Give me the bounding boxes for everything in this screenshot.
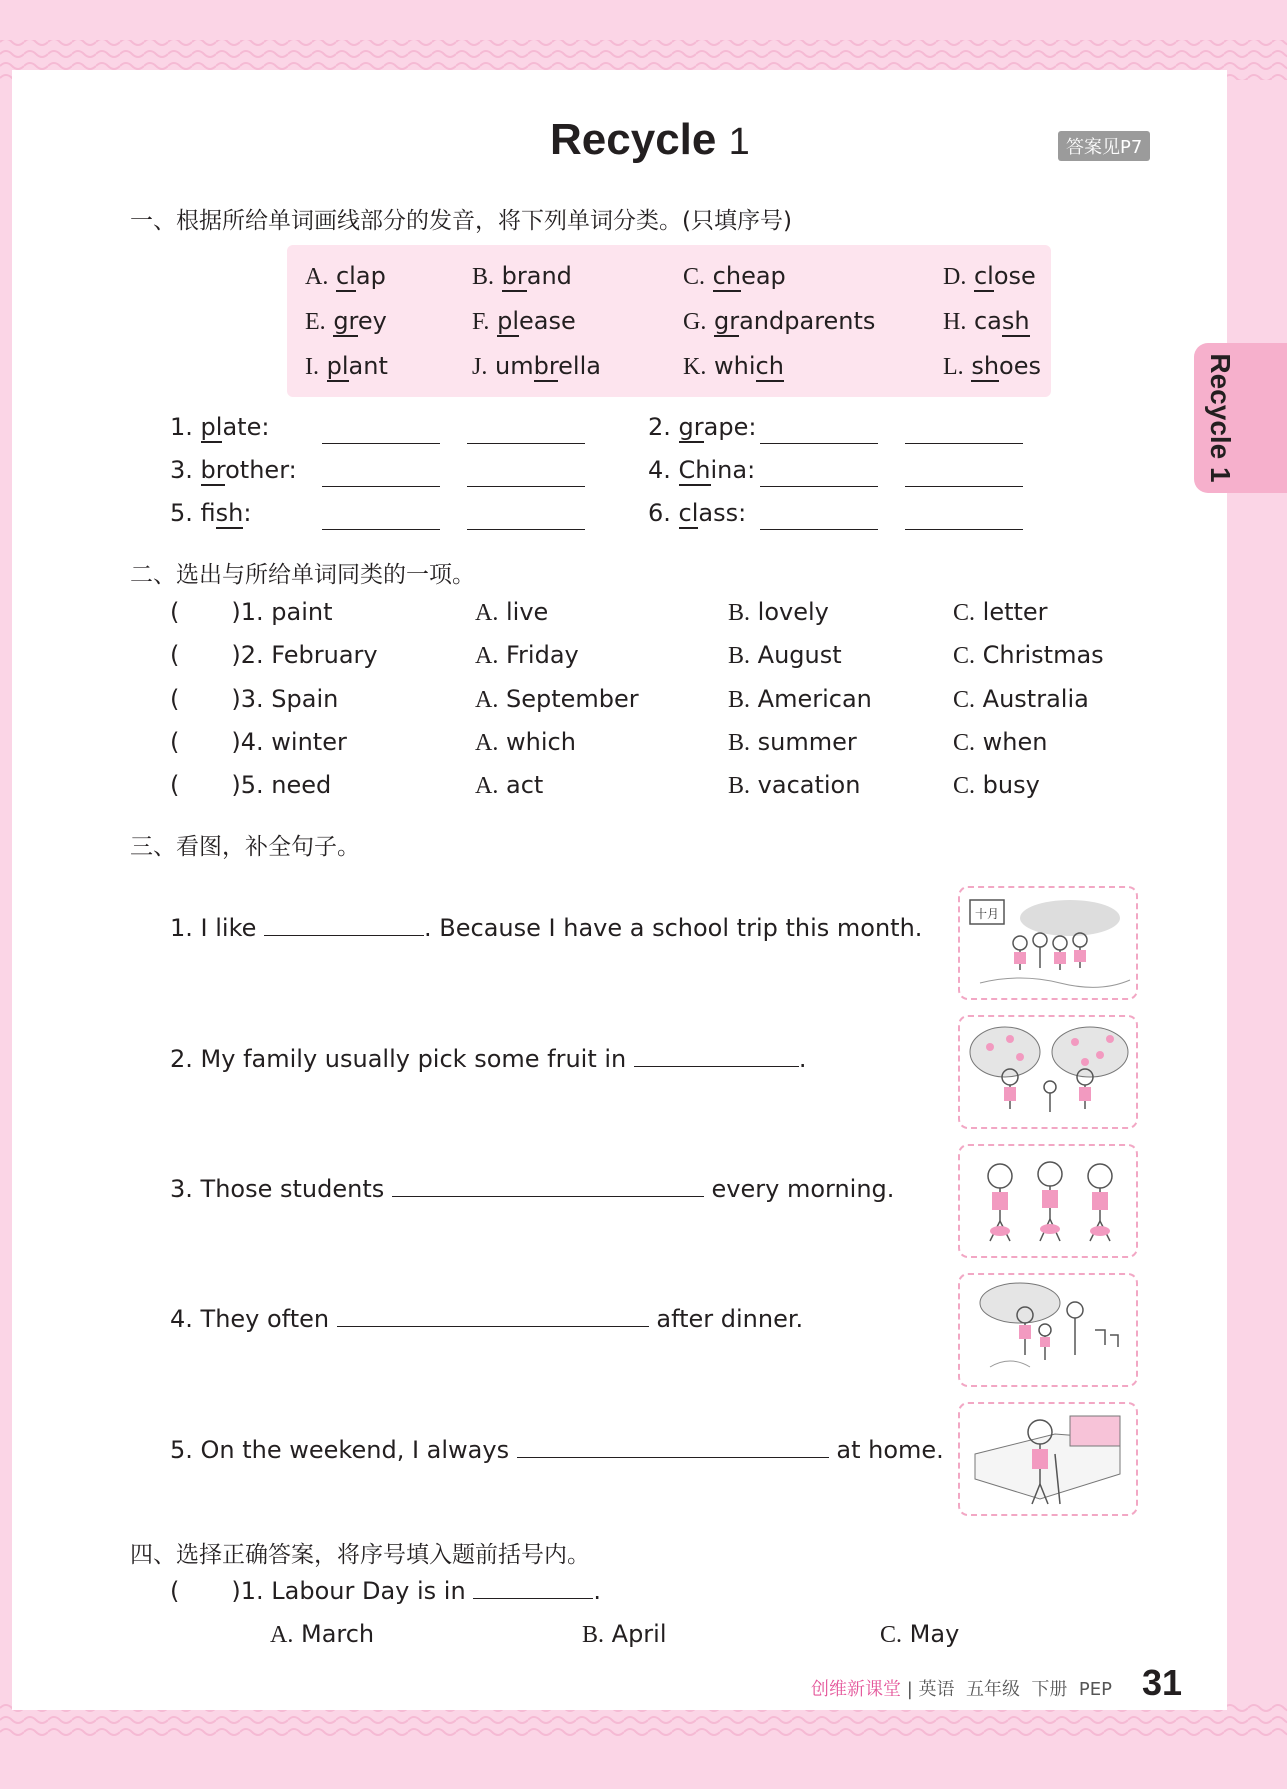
word-option [943, 307, 1030, 336]
option-letter: A. [475, 643, 499, 669]
word-underlined: br [501, 262, 527, 290]
answer-blank[interactable] [264, 935, 424, 936]
question-underlined: sh [215, 499, 244, 527]
picture-school-trip [958, 886, 1138, 1000]
option-text: American [757, 685, 872, 713]
picture-students-exercising [958, 1144, 1138, 1258]
option-a [475, 641, 579, 670]
word-underlined: pl [497, 307, 519, 335]
classify-question [648, 499, 746, 527]
option-letter: C. [953, 643, 976, 669]
option-text: vacation [757, 771, 861, 799]
word-post: oes [999, 352, 1041, 380]
word-underlined: gr [333, 307, 358, 335]
word-letter: A. [305, 264, 329, 290]
word-post: ant [348, 352, 388, 380]
option-letter: C. [880, 1622, 903, 1648]
option-text: March [300, 1620, 375, 1648]
word-option [472, 352, 601, 381]
question-underlined: pl [200, 413, 223, 441]
section2-heading: 二、选出与所给单词同类的一项。 [130, 562, 475, 588]
sentence-start: 3. Those students [170, 1175, 385, 1203]
fill-sentence [170, 1305, 803, 1333]
answer-blank[interactable] [392, 1196, 704, 1197]
answer-paren-close: ) [231, 728, 241, 756]
option-a [475, 598, 548, 627]
classify-question [170, 456, 297, 484]
question-pre: fi [200, 499, 216, 527]
option-letter: A. [475, 730, 499, 756]
option-c [953, 641, 1104, 670]
word-underlined: br [533, 352, 559, 380]
word-letter: D. [943, 264, 967, 290]
word-underlined: pl [326, 352, 349, 380]
sentence-end: . [798, 1045, 807, 1073]
option-text: April [611, 1620, 667, 1648]
answer-paren-open: ( [170, 641, 180, 669]
word-choice-box [287, 245, 1051, 397]
word-post: ease [518, 307, 576, 335]
word-underlined: cl [973, 262, 994, 290]
answer-blank[interactable] [467, 486, 585, 487]
option-text: May [909, 1620, 960, 1648]
answer-paren-close: ) [231, 598, 241, 626]
question-word: 3. Spain [240, 685, 339, 713]
question-number: 2. [648, 413, 671, 441]
section1-heading: 一、根据所给单词画线部分的发音，将下列单词分类。(只填序号) [130, 208, 792, 234]
classify-question [170, 499, 251, 527]
q1-text: 1. Labour Day is in [240, 1577, 466, 1605]
answer-blank[interactable] [322, 443, 440, 444]
question-underlined: Ch [678, 456, 711, 484]
choice-question [170, 641, 378, 669]
option-letter: B. [728, 643, 751, 669]
answer-paren-open: ( [170, 1577, 180, 1605]
answer-blank[interactable] [905, 529, 1023, 530]
question-post: ina: [710, 456, 756, 484]
answer-paren-close: ) [231, 685, 241, 713]
question-post: ape: [703, 413, 757, 441]
option-b [728, 728, 857, 757]
word-post: ap [355, 262, 386, 290]
option-letter: B. [728, 730, 751, 756]
option-letter: A. [475, 773, 499, 799]
answer-blank[interactable] [517, 1457, 829, 1458]
footer-sep: | [906, 1679, 913, 1700]
answer-paren-open: ( [170, 771, 180, 799]
answer-blank[interactable] [634, 1066, 799, 1067]
word-letter: I. [305, 354, 319, 380]
option-letter: C. [953, 687, 976, 713]
sentence-start: 4. They often [170, 1305, 330, 1333]
question-number: 6. [648, 499, 671, 527]
fill-sentence [170, 914, 922, 942]
option-text: live [505, 598, 549, 626]
option-text: when [982, 728, 1048, 756]
question-number: 1. [170, 413, 193, 441]
option-text: Friday [505, 641, 579, 669]
option-letter: B. [728, 773, 751, 799]
answer-blank[interactable] [760, 486, 878, 487]
answer-paren-close: ) [231, 641, 241, 669]
answer-blank[interactable] [760, 529, 878, 530]
answer-blank[interactable] [467, 443, 585, 444]
option-text: August [757, 641, 842, 669]
choice-question [170, 598, 333, 626]
option-letter: A. [475, 687, 499, 713]
option-text: Australia [982, 685, 1089, 713]
question-post: : [243, 499, 252, 527]
word-letter: L. [943, 354, 964, 380]
footer-info [811, 1675, 1112, 1701]
option-letter: C. [953, 600, 976, 626]
word-pre: whi [713, 352, 756, 380]
sentence-start: 2. My family usually pick some fruit in [170, 1045, 627, 1073]
word-post: andparents [739, 307, 876, 335]
sentence-end: every morning. [711, 1175, 895, 1203]
option-a [475, 728, 576, 757]
section3-heading: 三、看图，补全句子。 [130, 834, 360, 860]
option-text: summer [757, 728, 857, 756]
sentence-end: at home. [836, 1436, 944, 1464]
answer-blank[interactable] [467, 529, 585, 530]
fill-sentence [170, 1436, 944, 1464]
option-letter: B. [728, 600, 751, 626]
word-letter: F. [472, 309, 490, 335]
fill-sentence [170, 1045, 807, 1073]
word-pre: um [494, 352, 534, 380]
option-letter: A. [270, 1622, 294, 1648]
word-letter: J. [472, 354, 488, 380]
option-letter: C. [953, 730, 976, 756]
question-word: 2. February [240, 641, 378, 669]
answer-paren-open: ( [170, 728, 180, 756]
answer-blank[interactable] [473, 1598, 593, 1599]
question-number: 5. [170, 499, 193, 527]
question-underlined: cl [678, 499, 699, 527]
answer-paren-close: ) [231, 1577, 241, 1605]
answer-blank[interactable] [337, 1326, 649, 1327]
word-option [683, 262, 786, 291]
classify-question [170, 413, 269, 441]
answer-blank[interactable] [760, 443, 878, 444]
page-number: 31 [1142, 1662, 1183, 1703]
option-text: lovely [757, 598, 829, 626]
side-tab-label-wrap [1194, 343, 1246, 493]
option-c [953, 685, 1089, 714]
sentence-end: . Because I have a school trip this month. [424, 914, 923, 942]
classify-question [648, 413, 756, 441]
word-option [305, 352, 388, 381]
sentence-start: 5. On the weekend, I always [170, 1436, 510, 1464]
word-option [683, 352, 784, 381]
word-option [943, 352, 1041, 381]
answer-paren-open: ( [170, 685, 180, 713]
word-option [305, 262, 386, 291]
option-text: which [505, 728, 576, 756]
word-underlined: gr [713, 307, 740, 335]
question-post: other: [225, 456, 297, 484]
word-pre: ca [973, 307, 1002, 335]
word-post: ella [558, 352, 601, 380]
picture-fruit-picking [958, 1015, 1138, 1129]
word-underlined: cl [335, 262, 356, 290]
answer-blank[interactable] [322, 529, 440, 530]
option-text: act [505, 771, 544, 799]
option-c [953, 771, 1040, 800]
option-c [953, 728, 1047, 757]
question-word: 4. winter [240, 728, 347, 756]
word-post: eap [741, 262, 786, 290]
question-underlined: gr [678, 413, 704, 441]
question-post: ass: [698, 499, 747, 527]
answer-paren-open: ( [170, 598, 180, 626]
option-letter: A. [475, 600, 499, 626]
word-option [472, 262, 572, 291]
word-underlined: sh [971, 352, 1000, 380]
sentence-end: after dinner. [656, 1305, 804, 1333]
footer-details: 英语 五年级 下册 PEP [918, 1679, 1112, 1700]
option-letter: C. [953, 773, 976, 799]
question-word: 5. need [240, 771, 332, 799]
word-underlined: ch [755, 352, 784, 380]
title-word: Recycle [550, 115, 717, 164]
word-post: ey [357, 307, 387, 335]
word-underlined: sh [1001, 307, 1030, 335]
option-b [728, 598, 829, 627]
choice-question [170, 685, 338, 713]
word-post: ose [993, 262, 1036, 290]
question-word: 1. paint [240, 598, 333, 626]
choice-question [170, 728, 347, 756]
option-letter: B. [728, 687, 751, 713]
option-a [475, 771, 543, 800]
classify-question [648, 456, 755, 484]
word-letter: H. [943, 309, 967, 335]
option-a [270, 1620, 374, 1649]
word-underlined: ch [712, 262, 742, 290]
question-number: 4. [648, 456, 671, 484]
section4-heading: 四、选择正确答案，将序号填入题前括号内。 [130, 1542, 590, 1568]
option-text: busy [982, 771, 1040, 799]
side-tab-label: Recycle 1 [1205, 353, 1236, 483]
option-text: Christmas [982, 641, 1104, 669]
section4-q1 [170, 1577, 601, 1605]
word-letter: B. [472, 264, 495, 290]
answer-blank[interactable] [905, 486, 1023, 487]
footer-brand: 创维新课堂 [811, 1679, 901, 1700]
option-text: letter [982, 598, 1048, 626]
title-number: 1 [728, 121, 750, 163]
option-c [880, 1620, 959, 1649]
picture-cleaning-room [958, 1402, 1138, 1516]
option-b [582, 1620, 667, 1649]
word-letter: K. [683, 354, 707, 380]
question-post: ate: [222, 413, 270, 441]
page-title [550, 115, 750, 165]
answer-paren-close: ) [231, 771, 241, 799]
choice-question [170, 771, 331, 799]
option-a [475, 685, 639, 714]
picture-family-walk [958, 1273, 1138, 1387]
q1-end: . [593, 1577, 601, 1605]
word-option [683, 307, 875, 336]
sentence-start: 1. I like [170, 914, 257, 942]
fill-sentence [170, 1175, 894, 1203]
calendar-label: 十月 [975, 907, 1000, 921]
option-b [728, 641, 842, 670]
option-letter: B. [582, 1622, 605, 1648]
option-b [728, 685, 872, 714]
answer-blank[interactable] [905, 443, 1023, 444]
word-option [305, 307, 387, 336]
option-c [953, 598, 1048, 627]
option-b [728, 771, 860, 800]
word-letter: E. [305, 309, 326, 335]
question-number: 3. [170, 456, 193, 484]
word-option [943, 262, 1036, 291]
option-text: September [505, 685, 639, 713]
word-letter: G. [683, 309, 707, 335]
answer-blank[interactable] [322, 486, 440, 487]
word-letter: C. [683, 264, 706, 290]
word-option [472, 307, 576, 336]
answer-reference-badge: 答案见P7 [1058, 131, 1150, 161]
word-post: and [526, 262, 572, 290]
question-underlined: br [200, 456, 226, 484]
